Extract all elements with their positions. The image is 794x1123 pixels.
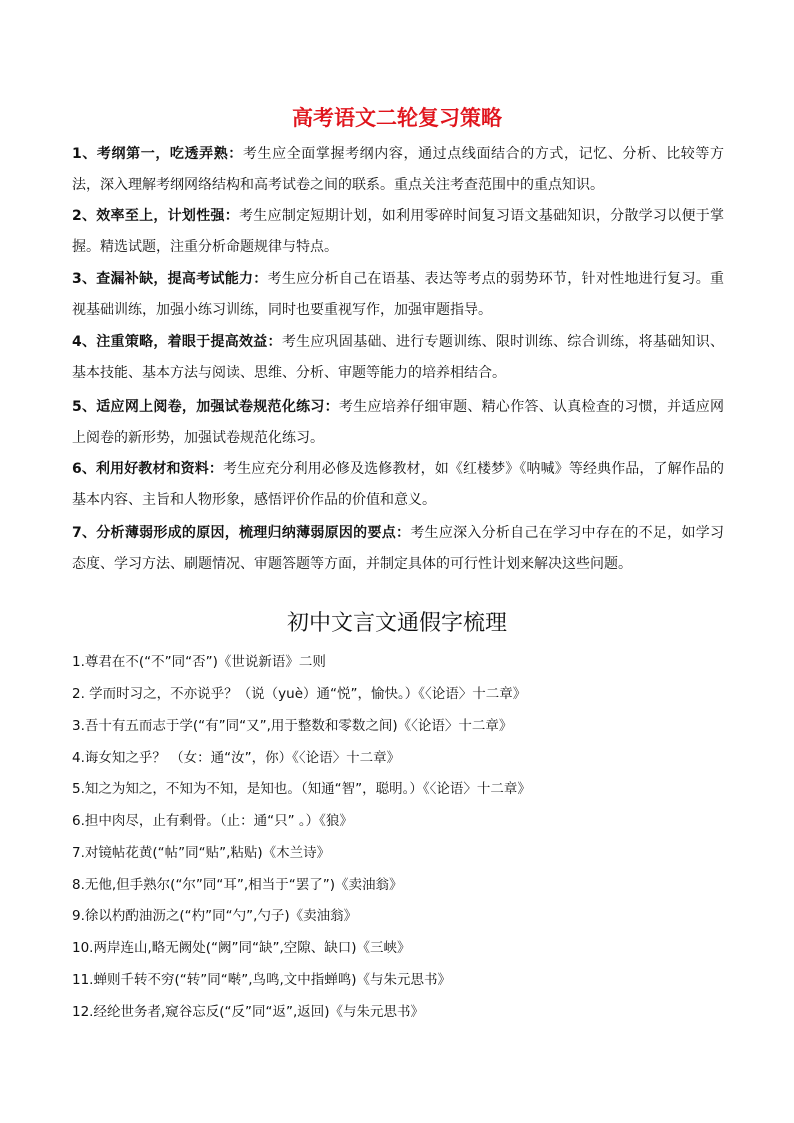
strategy-lead: 2、效率至上，计划性强： [72,208,240,224]
strategy-body: 考生应全面掌握考纲内容，通过点线面结合的方式，记忆、分析、比较等方法，深入理解考纲网络结构和高考试卷之间的联系。重点关注考查范围中的重点知识。 [72,146,724,193]
strategy-paragraph-2 [72,201,724,263]
list-item: 1.尊君在不(“不”同“否”)《世说新语》二则 [72,654,326,670]
list-item: 11.蝉则千转不穷(“转”同“啭”,鸟鸣,文中指蝉鸣)《与朱元思书》 [72,972,452,988]
list-item: 5.知之为知之，不知为不知，是知也。（知通“智”，聪明。）《〈论语〉十二章》 [72,781,531,797]
list-item: 4.诲女知之乎？ （女：通“汝”，你）《〈论语〉十二章》 [72,750,401,766]
list-item: 9.徐以杓酌油沥之(“杓”同“勺”,勺子)《卖油翁》 [72,908,358,924]
list-item: 2. 学而时习之，不亦说乎？（说（yuè）通“悦”，愉快。）《〈论语〉十二章》 [72,686,527,702]
strategy-body: 考生应培养仔细审题、精心作答、认真检查的习惯，并适应网上阅卷的新形势，加强试卷规范化练习。 [72,399,724,446]
strategy-lead: 3、查漏补缺，提高考试能力： [72,271,268,287]
strategy-paragraph-1 [72,139,724,201]
list-item: 6.担中肉尽，止有剩骨。（止：通“只” 。）《狼》 [72,813,353,829]
strategy-lead: 7、分析薄弱形成的原因，梳理归纳薄弱原因的要点： [72,525,411,541]
list-item: 10.两岸连山,略无阙处(“阙”同“缺”,空隙、缺口)《三峡》 [72,940,411,956]
main-title: 高考语文二轮复习策略 [292,106,502,130]
strategy-lead: 1、考纲第一，吃透弄熟： [72,146,243,162]
strategy-body: 考生应充分利用必修及选修教材，如《红楼梦》《呐喊》等经典作品，了解作品的基本内容、主旨和人物形象，感悟评价作品的价值和意义。 [72,461,724,508]
strategy-lead: 5、适应网上阅卷，加强试卷规范化练习： [72,399,339,415]
strategy-lead: 4、注重策略，着眼于提高效益： [72,334,282,350]
strategy-paragraph-4 [72,327,724,389]
list-item: 3.吾十有五而志于学(“有”同“又”,用于整数和零数之间)《〈论语〉十二章》 [72,718,513,734]
strategy-paragraph-5 [72,392,724,454]
strategy-body: 考生应深入分析自己在学习中存在的不足，如学习态度、学习方法、刷题情况、审题答题等方面，并制定具体的可行性计划来解决这些问题。 [72,525,724,572]
strategy-body: 考生应巩固基础、进行专题训练、限时训练、综合训练，将基础知识、基本技能、基本方法与阅读、思维、分析、审题等能力的培养相结合。 [72,334,724,381]
list-item: 7.对镜帖花黄(“帖”同“贴”,粘贴)《木兰诗》 [72,845,331,861]
strategy-paragraph-3 [72,264,724,326]
strategy-body: 考生应分析自己在语基、表达等考点的弱势环节，针对性地进行复习。重视基础训练，加强小练习训练，同时也要重视写作，加强审题指导。 [72,271,724,318]
strategy-lead: 6、利用好教材和资料： [72,461,223,477]
list-item: 8.无他,但手熟尔(“尔”同“耳”,相当于“罢了”)《卖油翁》 [72,877,403,893]
strategy-paragraph-6 [72,454,724,516]
section-title: 初中文言文通假字梳理 [286,611,507,636]
list-item: 12.经纶世务者,窥谷忘反(“反”同“返”,返回)《与朱元思书》 [72,1004,425,1020]
strategy-paragraph-7 [72,518,724,580]
strategy-body: 考生应制定短期计划，如利用零碎时间复习语文基础知识，分散学习以便于掌握。精选试题，注重分析命题规律与特点。 [72,208,724,255]
